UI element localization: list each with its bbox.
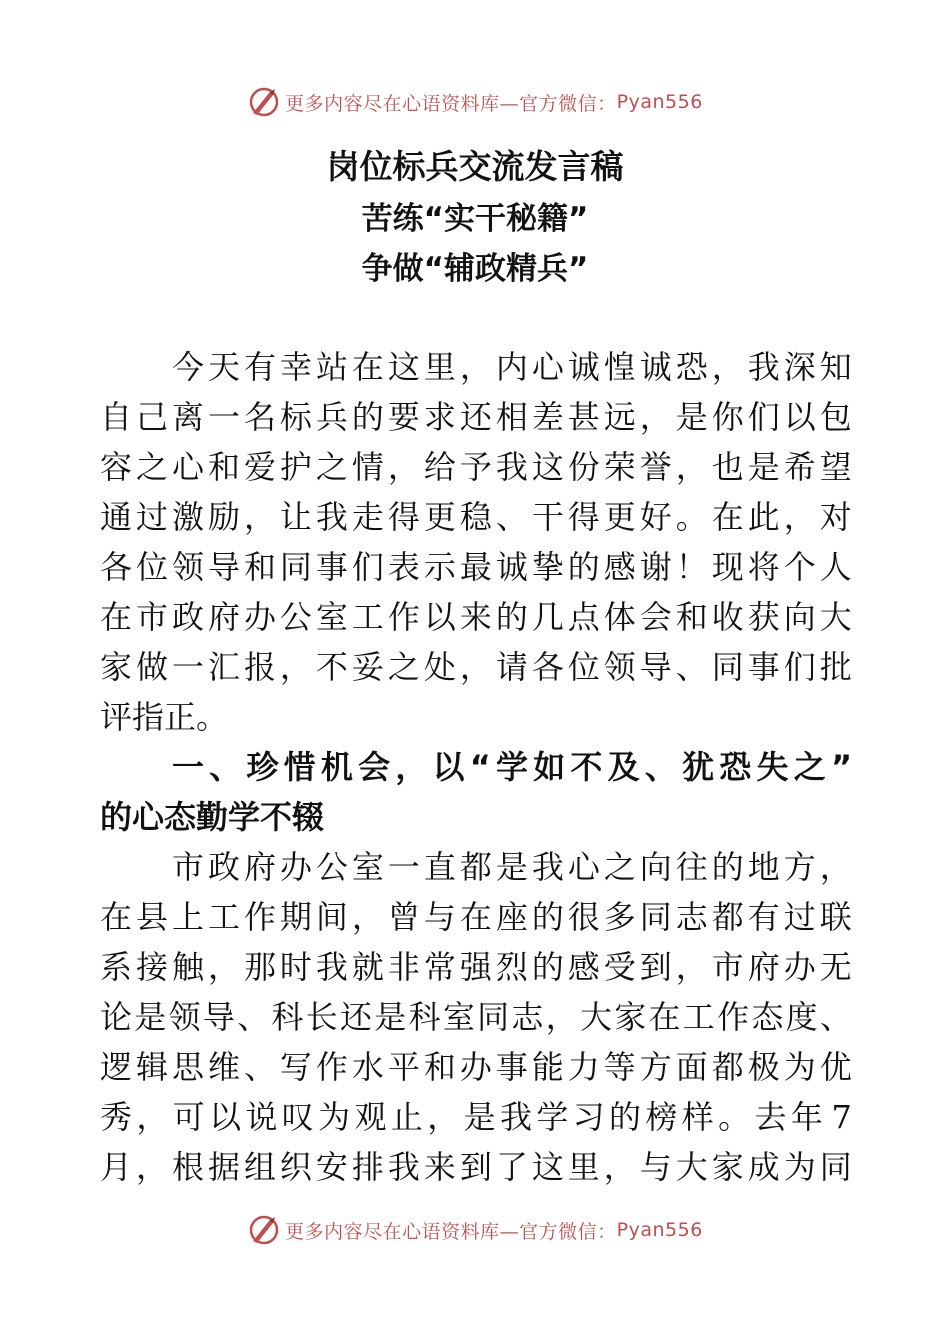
paragraph-line: 容 之 心 和 爱 护 之 情 ， 给 予 我 这 份 荣 誉 ， 也 是 希 望: [100, 448, 852, 486]
watermark-wechat-id: Pyan556: [616, 1219, 703, 1241]
document-body: [100, 342, 852, 1192]
document-title: 岗位标兵交流发言稿: [326, 147, 624, 186]
section-heading-line: 一 、 珍 惜 机 会 ， 以 “ 学 如 不 及 、 犹 恐 失 之 ”: [172, 748, 852, 786]
paragraph-line: 在 县 上 工 作 期 间 ， 曾 与 在 座 的 很 多 同 志 都 有 过 联: [100, 898, 852, 936]
watermark-wechat-id: Pyan556: [616, 91, 703, 113]
paragraph-line: 各 位 领 导 和 同 事 们 表 示 最 诚 挚 的 感 谢 ！ 现 将 个 人: [100, 548, 852, 586]
paragraph-line: 市 政 府 办 公 室 一 直 都 是 我 心 之 向 往 的 地 方 ，: [172, 848, 852, 886]
paragraph-line: 系 接 触 ， 那 时 我 就 非 常 强 烈 的 感 受 到 ， 市 府 办 无: [100, 948, 852, 986]
document-subtitle-1: 苦练“实干秘籍”: [361, 201, 589, 237]
watermark-text: 更多内容尽在心语资料库—官方微信：: [285, 92, 617, 115]
paragraph-line: 月 ， 根 据 组 织 安 排 我 来 到 了 这 里 ， 与 大 家 成 为 同: [100, 1148, 852, 1186]
paragraph-line: 秀 ， 可 以 说 叹 为 观 止 ， 是 我 学 习 的 榜 样 。 去 年 7: [100, 1098, 852, 1136]
paragraph-line: 家 做 一 汇 报 ， 不 妥 之 处 ， 请 各 位 领 导 、 同 事 们 批: [100, 648, 852, 686]
title-block: [0, 140, 950, 294]
watermark-header: [0, 82, 950, 122]
pen-feather-logo-icon: [247, 1213, 281, 1247]
paragraph-line: 评指正。: [100, 698, 229, 736]
paragraph-line: 在 市 政 府 办 公 室 工 作 以 来 的 几 点 体 会 和 收 获 向 大: [100, 598, 852, 636]
paragraph-line: 自 己 离 一 名 标 兵 的 要 求 还 相 差 甚 远 ， 是 你 们 以 包: [100, 398, 852, 436]
section-heading-line: 的心态勤学不辍: [100, 798, 325, 836]
paragraph-line: 通 过 激 励 ， 让 我 走 得 更 稳 、 干 得 更 好 。 在 此 ， 对: [100, 498, 852, 536]
paragraph-line: 今 天 有 幸 站 在 这 里 ， 内 心 诚 惶 诚 恐 ， 我 深 知: [172, 348, 852, 386]
paragraph-line: 论 是 领 导 、 科 长 还 是 科 室 同 志 ， 大 家 在 工 作 态 度 、: [100, 998, 852, 1036]
pen-feather-logo-icon: [247, 85, 281, 119]
watermark-text: 更多内容尽在心语资料库—官方微信：: [285, 1220, 617, 1243]
watermark-footer: [0, 1210, 950, 1250]
paragraph-line: 逻 辑 思 维 、 写 作 水 平 和 办 事 能 力 等 方 面 都 极 为 优: [100, 1048, 852, 1086]
document-subtitle-2: 争做“辅政精兵”: [361, 251, 589, 287]
